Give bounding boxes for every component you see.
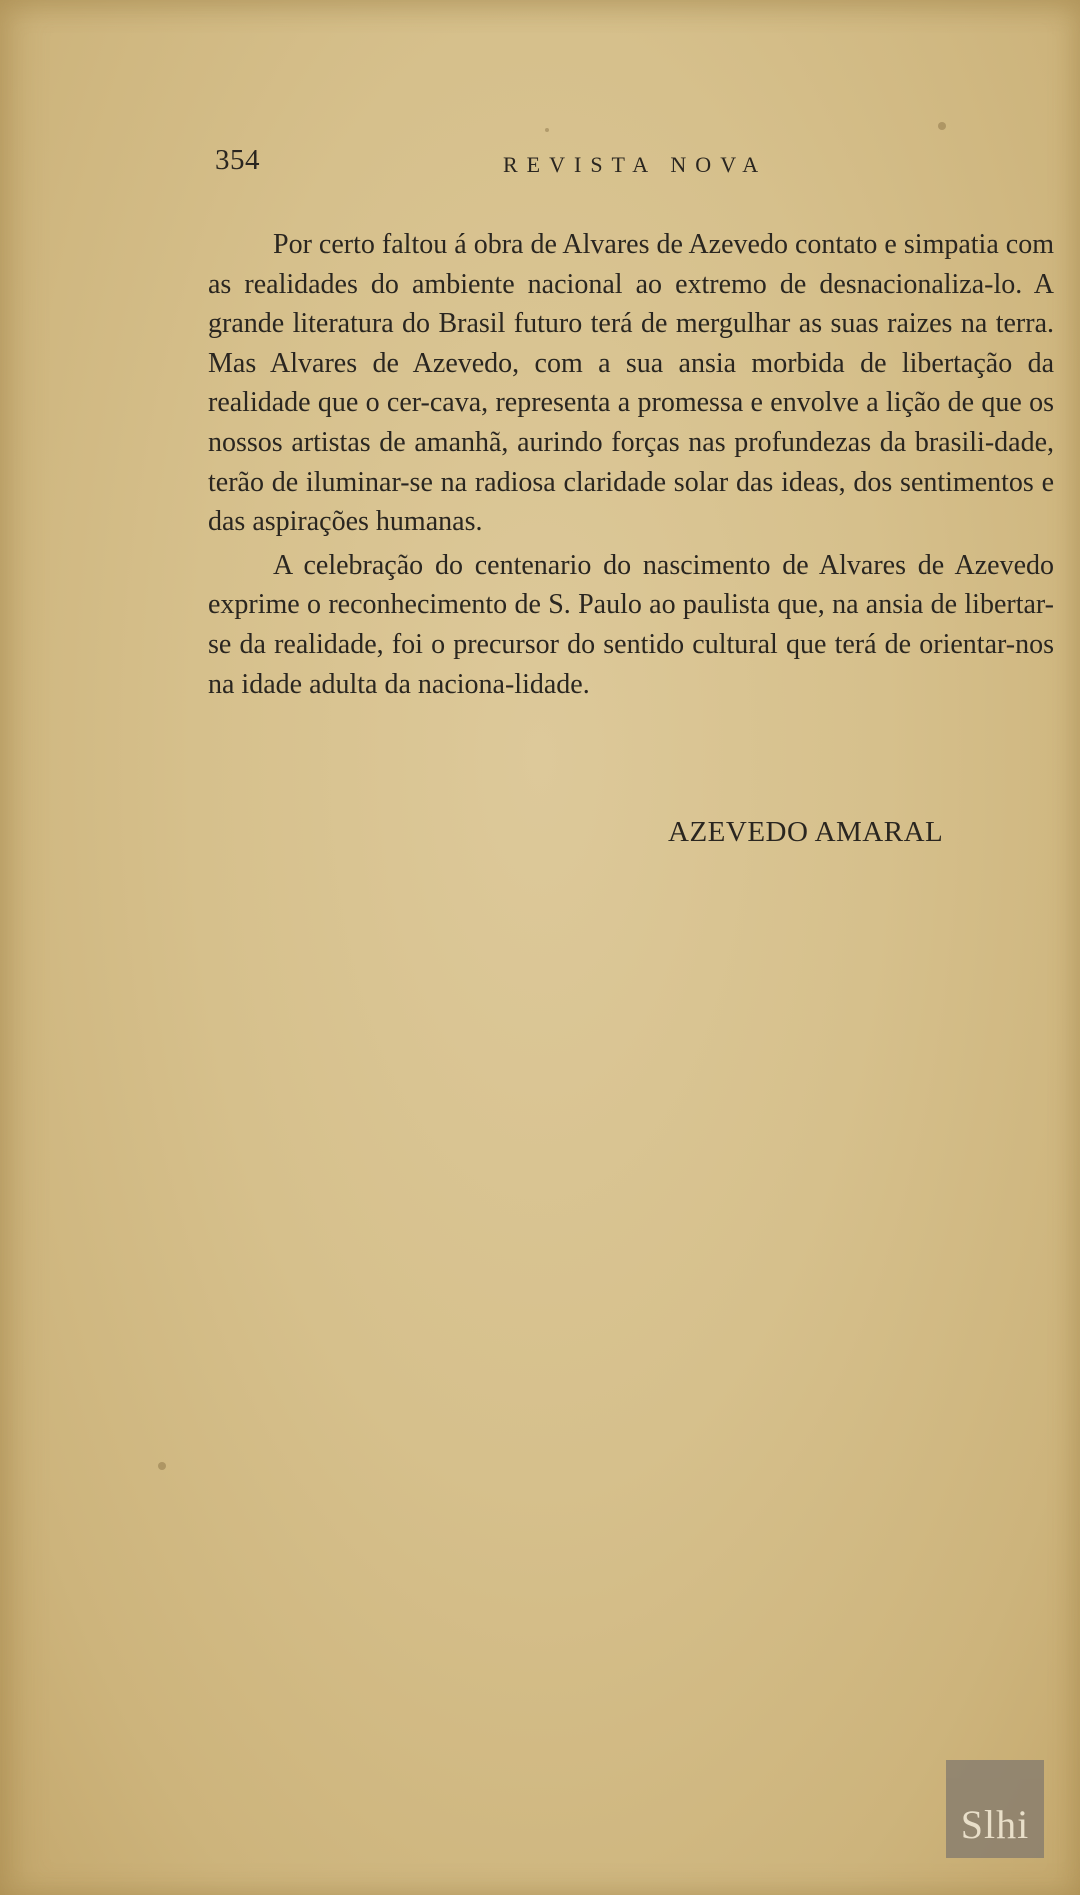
article-body bbox=[208, 225, 1054, 704]
page-number: 354 bbox=[215, 144, 260, 176]
author-signature: AZEVEDO AMARAL bbox=[668, 816, 944, 848]
library-stamp-logo bbox=[946, 1760, 1044, 1858]
paragraph-1: Por certo faltou á obra de Alvares de Azevedo contato e simpatia com as realidades do ambiente nacional ao extremo de desnacionaliza-lo. A grande literatura do Brasil futuro terá de mergulhar as suas raizes na terra. Mas Alvares de Azevedo, com a sua ansia morbida de libertação da realidade que o cer-cava, representa a promessa e envolve a lição de que os nossos artistas de amanhã, aurindo forças nas profundezas da brasili-dade, terão de iluminar-se na radiosa claridade solar das ideas, dos sentimentos e das aspirações humanas. bbox=[208, 229, 1054, 538]
stamp-text: Slhi bbox=[960, 1802, 1030, 1847]
journal-title: REVISTA NOVA bbox=[503, 152, 768, 177]
paper-speck bbox=[158, 1462, 166, 1470]
running-head bbox=[215, 144, 855, 184]
paper-speck bbox=[545, 128, 549, 132]
paragraph-2: A celebração do centenario do nascimento de Alvares de Azevedo exprime o reconhecimento de S. Paulo ao paulista que, na ansia de libertar-se da realidade, foi o precursor do sentido cultural que terá de orientar-nos na idade adulta da naciona-lidade. bbox=[208, 549, 1054, 700]
paper-speck bbox=[938, 122, 946, 130]
